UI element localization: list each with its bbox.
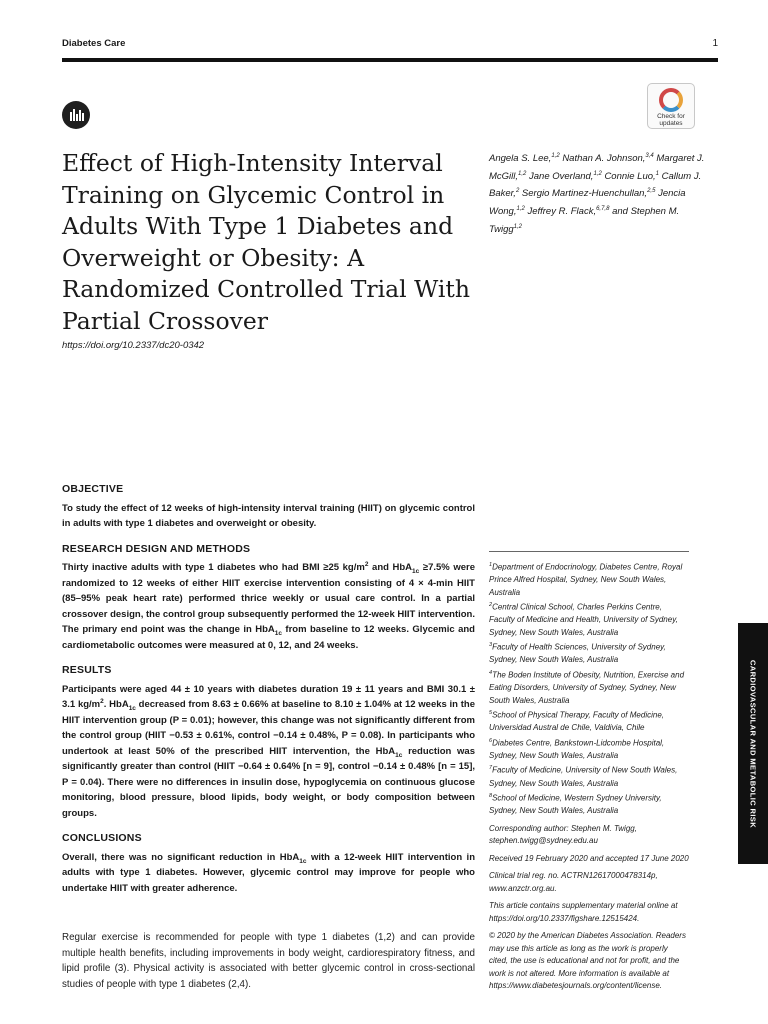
article-title: Effect of High-Intensity Interval Training on Glycemic Control in Adults With Type 1 Diabetes and Overweight or Obesity: A Randomized Controlled Trial With Partial Crossover: [62, 149, 470, 335]
author-list: [489, 149, 709, 237]
author-affiliation-marker: 1,2: [513, 223, 522, 230]
affiliation-list: [489, 559, 689, 818]
results-heading: RESULTS: [62, 664, 112, 676]
author-name: Nathan A. Johnson,: [562, 153, 646, 165]
supplementary-note: This article contains supplementary material online at https://doi.org/10.2337/figshare.12515424.: [489, 901, 678, 923]
affiliation-text: Diabetes Centre, Bankstown-Lidcombe Hospital, Sydney, New South Wales, Australia: [489, 738, 665, 760]
affiliation-item: [489, 735, 689, 763]
affiliation-number: 2: [489, 602, 493, 609]
author-name: Angela S. Lee,: [489, 153, 552, 165]
author-name: Callum J. Baker,: [489, 170, 702, 200]
conclusions-heading: CONCLUSIONS: [62, 832, 142, 844]
author-name: Sergio Martinez-Huenchullan,: [521, 188, 648, 200]
affiliation-item: [489, 790, 689, 818]
author-name: Jeffrey R. Flack,: [527, 206, 597, 218]
author-affiliation-marker: 2: [515, 188, 520, 195]
affiliation-number: 5: [489, 710, 493, 717]
trial-registration-note: Clinical trial reg. no. ACTRN12617000478314p, www.anzctr.org.au.: [489, 871, 658, 893]
author-affiliation-marker: 6,7,8: [596, 205, 610, 212]
author-affiliation-marker: 2,5: [647, 188, 656, 195]
check-for-updates-badge[interactable]: [647, 83, 695, 129]
author-affiliation-marker: 1,2: [593, 170, 602, 177]
methods-heading: RESEARCH DESIGN AND METHODS: [62, 542, 251, 555]
intro-paragraph: Regular exercise is recommended for people with type 1 diabetes (1,2) and can provide multiple health benefits, including improvements in body weight, cardiorespiratory fitness, and lipid profile (3). Physical activity is associated with better glycemic control in cross-sectional studies of people with type 1 diabetes (2,4).: [62, 932, 475, 990]
objective-text: To study the effect of 12 weeks of high-intensity interval training (HIIT) on glycemic control in adults with type 1 diabetes and overweight or obesity.: [62, 502, 475, 529]
methods-text: Thirty inactive adults with type 1 diabetes who had BMI ≥25 $kg/m^2$ and HbA$_{1c}$ ≥7.5% were randomized to 12 weeks of either HIIT exercise intervention consisting of 4 × 4-min HIIT (85–95% peak heart rate) performed thrice weekly or usual care control. In a partial crossover design, the control group subsequently performed the 12-week HIIT intervention. The primary end point was the change in HbA$_{1c}$ from baseline to 12 weeks. Glycemic and cardiometabolic outcomes were measured at 0, 12, and 24 weeks.: [62, 560, 475, 651]
affiliation-number: 1: [489, 562, 493, 568]
affiliation-number: 7: [489, 765, 493, 772]
journal-name: Diabetes Care: [62, 38, 126, 49]
author-affiliation-marker: 1: [655, 170, 660, 177]
affiliation-item: [489, 707, 689, 735]
author-name: Jencia Wong,: [489, 188, 686, 218]
page-number: 1: [712, 38, 718, 49]
side-tab-label: CARDIOVASCULAR AND METABOLIC RISK: [748, 659, 758, 828]
affiliation-number: 8: [489, 793, 493, 800]
section-side-tab: [738, 623, 768, 864]
author-affiliation-marker: 1,2: [551, 153, 560, 159]
badge-line-2: updates: [659, 120, 683, 127]
author-affiliation-marker: 1,2: [518, 170, 527, 177]
affiliation-text: Central Clinical School, Charles Perkins Centre, Faculty of Medicine and Health, University of Sydney, Sydney, New South Wales, Australia: [489, 602, 678, 637]
affiliation-text: Faculty of Medicine, University of New South Wales, Sydney, New South Wales, Australia: [489, 766, 678, 788]
affiliation-text: School of Medicine, Western Sydney University, Sydney, New South Wales, Australia: [489, 793, 662, 816]
notes-rule: [489, 551, 689, 552]
open-access-logo-icon: [62, 101, 90, 129]
conclusions-text: Overall, there was no significant reduction in HbA$_{1c}$ with a 12-week HIIT intervention in adults with type 1 diabetes. However, glycemic control may improve for people who undertake HIIT with greater adherence.: [62, 851, 476, 894]
affiliation-number: 4: [489, 669, 493, 676]
crossmark-icon: [659, 88, 683, 112]
author-name: Margaret J. McGill,: [489, 153, 705, 182]
correspondence-note: Corresponding author: Stephen M. Twigg, stephen.twigg@sydney.edu.au: [489, 823, 637, 846]
affiliation-notes: [489, 559, 689, 993]
affiliation-text: Department of Endocrinology, Diabetes Centre, Royal Prince Alfred Hospital, Sydney, New South Wales, Australia: [489, 562, 683, 597]
affiliation-item: [489, 667, 689, 707]
affiliation-item: [489, 599, 689, 639]
author-name: Connie Luo,: [604, 170, 656, 182]
author-affiliation-marker: 3,4: [645, 153, 654, 159]
header-rule: [62, 58, 718, 62]
copyright-note: © 2020 by the American Diabetes Association. Readers may use this article as long as the work is properly cited, the use is educational and not for profit, and the work is not altered. More information is available at https://www.diabetesjournals.org/content/license.: [489, 931, 686, 991]
objective-heading: OBJECTIVE: [62, 483, 124, 495]
affiliation-text: The Boden Institute of Obesity, Nutrition, Exercise and Eating Disorders, University of Sydney, Sydney, New South Wales, Australia: [489, 670, 685, 705]
affiliation-item: [489, 559, 689, 599]
affiliation-item: [489, 762, 689, 790]
abstract: [62, 482, 475, 906]
affiliation-text: School of Physical Therapy, Faculty of Medicine, Universidad Austral de Chile, Valdivia, Chile: [489, 710, 664, 733]
badge-line-1: Check for: [657, 113, 685, 120]
author-affiliation-marker: 1,2: [516, 205, 525, 212]
author-name: and Stephen M. Twigg: [489, 206, 680, 235]
affiliation-number: 6: [489, 737, 493, 744]
affiliation-number: 3: [489, 642, 493, 649]
affiliation-text: Faculty of Health Sciences, University of Sydney, Sydney, New South Wales, Australia: [489, 642, 666, 665]
author-name: Jane Overland,: [529, 170, 594, 182]
affiliation-item: [489, 639, 689, 667]
received-note: Received 19 February 2020 and accepted 17 June 2020: [489, 853, 689, 863]
article-doi[interactable]: https://doi.org/10.2337/dc20-0342: [62, 340, 205, 351]
results-text: Participants were aged 44 ± 10 years with diabetes duration 19 ± 11 years and BMI 30.1 ± 3.1 $kg/m^2$. HbA$_{1c}$ decreased from 8.63 ± 0.66% at baseline to 8.10 ± 1.04% at 12 weeks in the HIIT intervention group (P = 0.01); however, this change was not significantly different from the control group (HIIT −0.53 ± 0.61%, control −0.14 ± 0.48%, P = 0.08). In participants who undertook at least 50% of the prescribed HIIT intervention, the HbA$_{1c}$ reduction was significantly greater than control (HIIT −0.64 ± 0.64% [n = 9], control −0.14 ± 0.48% [n = 15], P = 0.04). There were no differences in insulin dose, hypoglycemia on continuous glucose monitoring, blood pressure, blood lipids, body weight, or body composition between groups.: [62, 683, 476, 819]
